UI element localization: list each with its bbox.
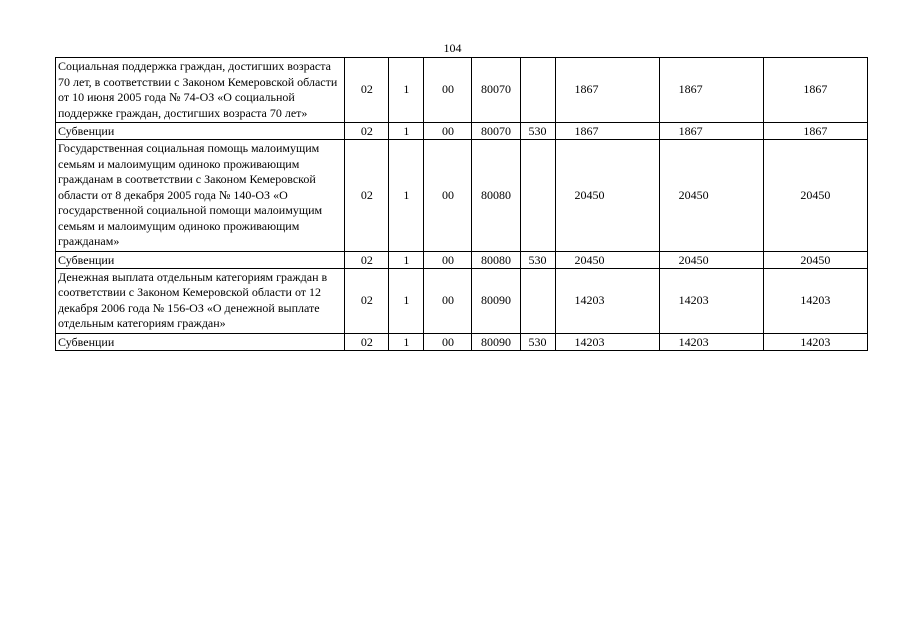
program-code: 00 (424, 333, 472, 350)
amount-year-2: 1867 (659, 123, 763, 140)
row-name: Субвенции (56, 333, 345, 350)
amount-year-1: 14203 (555, 333, 659, 350)
target-article-code: 80080 (472, 251, 520, 268)
amount-year-3: 1867 (763, 58, 867, 123)
row-name: Социальная поддержка граждан, достигших возраста 70 лет, в соответствии с Законом Кемеровской области от 10 июня 2005 года № 74-ОЗ «О социальной поддержке граждан, достигших возраста 70 лет» (56, 58, 345, 123)
program-code: 00 (424, 58, 472, 123)
amount-year-1: 20450 (555, 251, 659, 268)
amount-year-3: 20450 (763, 251, 867, 268)
subsection-code: 1 (389, 140, 424, 252)
expense-type-code: 530 (520, 251, 555, 268)
expense-type-code: 530 (520, 123, 555, 140)
subsection-code: 1 (389, 123, 424, 140)
amount-year-1: 1867 (555, 123, 659, 140)
amount-year-2: 14203 (659, 333, 763, 350)
section-code: 02 (345, 333, 389, 350)
subsection-code: 1 (389, 333, 424, 350)
subsection-code: 1 (389, 58, 424, 123)
amount-year-1: 14203 (555, 268, 659, 333)
target-article-code: 80090 (472, 333, 520, 350)
program-code: 00 (424, 268, 472, 333)
amount-year-2: 14203 (659, 268, 763, 333)
table-row (56, 58, 868, 123)
target-article-code: 80080 (472, 140, 520, 252)
program-code: 00 (424, 251, 472, 268)
row-name: Субвенции (56, 251, 345, 268)
table-row (56, 333, 868, 350)
section-code: 02 (345, 251, 389, 268)
section-code: 02 (345, 123, 389, 140)
amount-year-3: 14203 (763, 268, 867, 333)
table-row (56, 251, 868, 268)
amount-year-1: 20450 (555, 140, 659, 252)
amount-year-3: 14203 (763, 333, 867, 350)
expense-type-code: 530 (520, 333, 555, 350)
table-row (56, 268, 868, 333)
program-code: 00 (424, 140, 472, 252)
amount-year-3: 1867 (763, 123, 867, 140)
page-number: 104 (443, 41, 462, 55)
program-code: 00 (424, 123, 472, 140)
amount-year-2: 20450 (659, 140, 763, 252)
amount-year-2: 1867 (659, 58, 763, 123)
section-code: 02 (345, 268, 389, 333)
table-row (56, 140, 868, 252)
subsection-code: 1 (389, 268, 424, 333)
row-name: Денежная выплата отдельным категориям граждан в соответствии с Законом Кемеровской области от 12 декабря 2006 года № 156-ОЗ «О денежной выплате отдельным категориям граждан» (56, 268, 345, 333)
target-article-code: 80090 (472, 268, 520, 333)
subsection-code: 1 (389, 251, 424, 268)
expense-type-code (520, 268, 555, 333)
amount-year-1: 1867 (555, 58, 659, 123)
expense-type-code (520, 140, 555, 252)
target-article-code: 80070 (472, 123, 520, 140)
section-code: 02 (345, 58, 389, 123)
row-name: Субвенции (56, 123, 345, 140)
table-row (56, 123, 868, 140)
amount-year-3: 20450 (763, 140, 867, 252)
amount-year-2: 20450 (659, 251, 763, 268)
section-code: 02 (345, 140, 389, 252)
budget-table (55, 57, 868, 351)
row-name: Государственная социальная помощь малоимущим семьям и малоимущим одиноко проживающим гражданам в соответствии с Законом Кемеровской области от 8 декабря 2005 года № 140-ОЗ «О государственной социальной помощи малоимущим семьям и малоимущим одиноко проживающим гражданам» (56, 140, 345, 252)
expense-type-code (520, 58, 555, 123)
target-article-code: 80070 (472, 58, 520, 123)
